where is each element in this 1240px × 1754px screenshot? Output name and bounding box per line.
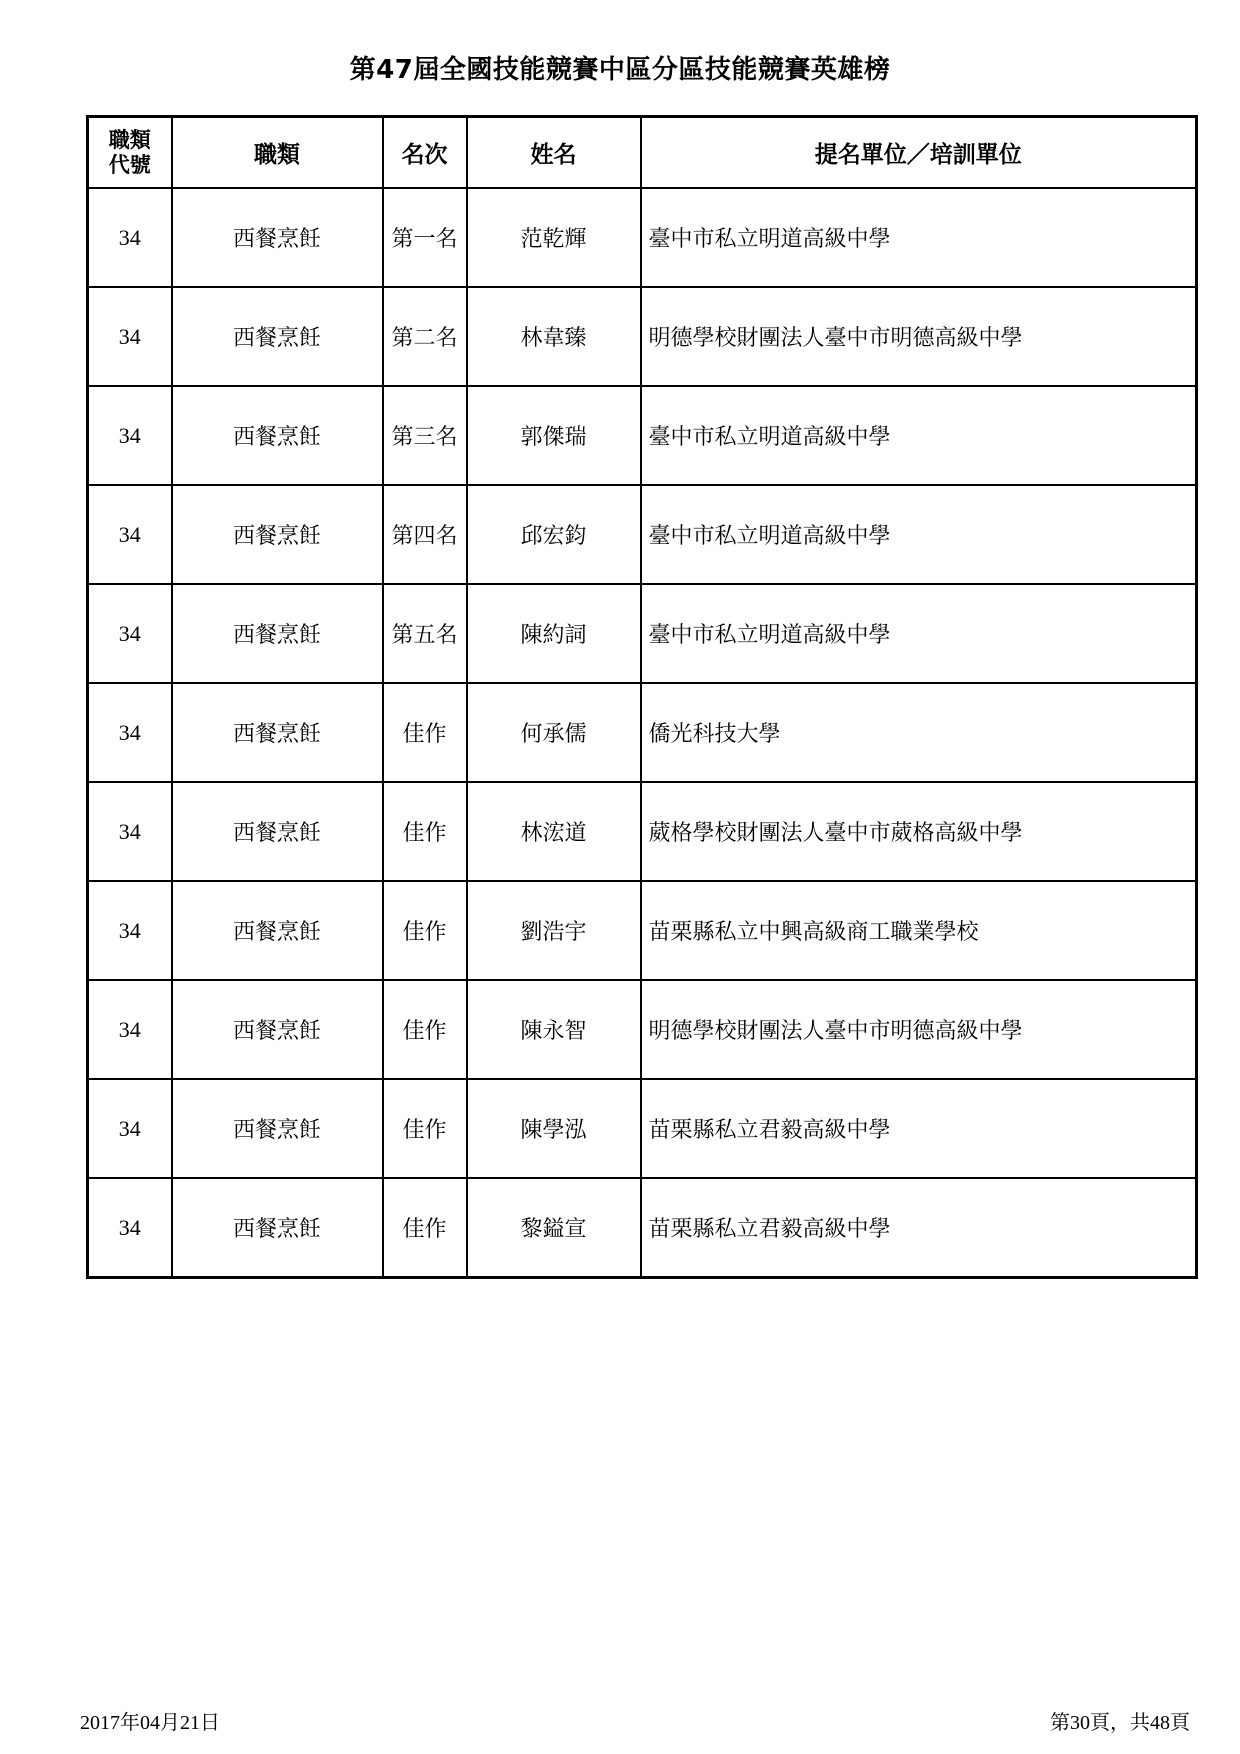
cell-category: 西餐烹飪: [172, 881, 383, 980]
cell-category: 西餐烹飪: [172, 782, 383, 881]
cell-rank: 第二名: [383, 287, 467, 386]
table-row: [88, 881, 1197, 980]
cell-rank: 佳作: [383, 881, 467, 980]
cell-rank: 佳作: [383, 683, 467, 782]
table-row: [88, 1178, 1197, 1278]
cell-name: 黎鎰宣: [467, 1178, 641, 1278]
cell-code: 34: [88, 683, 172, 782]
cell-name: 林浤道: [467, 782, 641, 881]
cell-rank: 第四名: [383, 485, 467, 584]
cell-unit: 臺中市私立明道高級中學: [641, 485, 1197, 584]
table-row: [88, 980, 1197, 1079]
cell-code: 34: [88, 782, 172, 881]
page-title: 第47屆全國技能競賽中區分區技能競賽英雄榜: [349, 55, 891, 85]
cell-unit: 苗栗縣私立中興高級商工職業學校: [641, 881, 1197, 980]
cell-unit: 臺中市私立明道高級中學: [641, 386, 1197, 485]
cell-name: 郭傑瑞: [467, 386, 641, 485]
header-code-line2: 代號: [108, 152, 151, 177]
cell-code: 34: [88, 1178, 172, 1278]
header-rank: 名次: [383, 117, 467, 189]
header-code-line1: 職類: [108, 127, 151, 152]
cell-name: 陳永智: [467, 980, 641, 1079]
cell-unit: 苗栗縣私立君毅高級中學: [641, 1178, 1197, 1278]
cell-name: 范乾輝: [467, 188, 641, 287]
cell-code: 34: [88, 881, 172, 980]
cell-category: 西餐烹飪: [172, 1079, 383, 1178]
cell-category: 西餐烹飪: [172, 584, 383, 683]
header-name: 姓名: [467, 117, 641, 189]
table-row: [88, 782, 1197, 881]
cell-unit: 苗栗縣私立君毅高級中學: [641, 1079, 1197, 1178]
winners-table: [86, 115, 1198, 1279]
cell-code: 34: [88, 584, 172, 683]
table-header-row: [88, 117, 1197, 189]
cell-unit: 僑光科技大學: [641, 683, 1197, 782]
header-category: 職類: [172, 117, 383, 189]
cell-code: 34: [88, 1079, 172, 1178]
cell-name: 林韋臻: [467, 287, 641, 386]
cell-code: 34: [88, 980, 172, 1079]
cell-code: 34: [88, 386, 172, 485]
footer-page-number: 第30頁，共48頁: [1050, 1712, 1190, 1734]
cell-unit: 臺中市私立明道高級中學: [641, 188, 1197, 287]
cell-category: 西餐烹飪: [172, 188, 383, 287]
cell-code: 34: [88, 188, 172, 287]
cell-category: 西餐烹飪: [172, 980, 383, 1079]
cell-category: 西餐烹飪: [172, 287, 383, 386]
cell-rank: 第五名: [383, 584, 467, 683]
cell-unit: 臺中市私立明道高級中學: [641, 584, 1197, 683]
table-row: [88, 584, 1197, 683]
cell-code: 34: [88, 287, 172, 386]
table-row: [88, 386, 1197, 485]
footer-date: 2017年04月21日: [80, 1712, 220, 1734]
cell-code: 34: [88, 485, 172, 584]
table-row: [88, 188, 1197, 287]
cell-category: 西餐烹飪: [172, 1178, 383, 1278]
cell-unit: 明德學校財團法人臺中市明德高級中學: [641, 287, 1197, 386]
cell-name: 劉浩宇: [467, 881, 641, 980]
table-row: [88, 1079, 1197, 1178]
cell-unit: 葳格學校財團法人臺中市葳格高級中學: [641, 782, 1197, 881]
cell-name: 何承儒: [467, 683, 641, 782]
header-category-code: [88, 117, 172, 189]
cell-unit: 明德學校財團法人臺中市明德高級中學: [641, 980, 1197, 1079]
cell-name: 陳約詞: [467, 584, 641, 683]
cell-category: 西餐烹飪: [172, 485, 383, 584]
cell-rank: 第三名: [383, 386, 467, 485]
table-row: [88, 485, 1197, 584]
table-row: [88, 287, 1197, 386]
cell-category: 西餐烹飪: [172, 683, 383, 782]
table-row: [88, 683, 1197, 782]
cell-name: 邱宏鈞: [467, 485, 641, 584]
cell-category: 西餐烹飪: [172, 386, 383, 485]
header-unit: 提名單位／培訓單位: [641, 117, 1197, 189]
cell-rank: 佳作: [383, 782, 467, 881]
cell-rank: 第一名: [383, 188, 467, 287]
cell-rank: 佳作: [383, 1178, 467, 1278]
cell-rank: 佳作: [383, 1079, 467, 1178]
cell-name: 陳學泓: [467, 1079, 641, 1178]
cell-rank: 佳作: [383, 980, 467, 1079]
